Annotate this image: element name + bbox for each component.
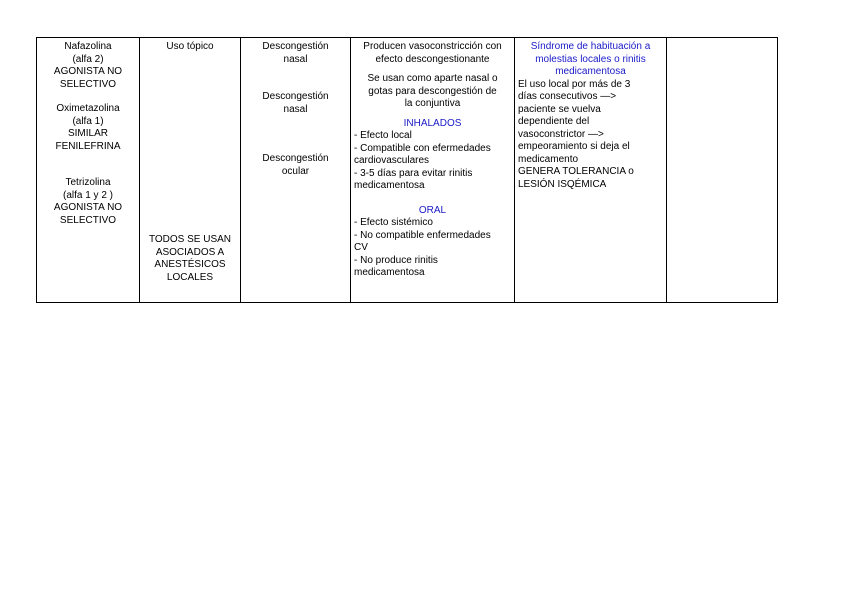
drug-names-cell xyxy=(37,38,140,303)
indication-cell xyxy=(241,38,351,303)
drug-tetrizolina: Tetrizolina (alfa 1 y 2 ) AGONISTA NO SELECTIVO xyxy=(53,177,123,226)
anesthetic-note: TODOS SE USAN ASOCIADOS A ANESTÉSICOS LOCALES xyxy=(148,234,232,283)
table-row xyxy=(37,38,778,303)
mechanism-cell xyxy=(351,38,515,303)
indication-oximetazolina: Descongestión nasal xyxy=(262,91,329,115)
oral-details: - Efecto sistémico - No compatible enfermedades CV - No produce rinitis medicamentosa xyxy=(354,217,491,278)
drug-oximetazolina: Oximetazolina (alfa 1) SIMILAR FENILEFRINA xyxy=(55,103,121,152)
adverse-effects-cell xyxy=(515,38,667,303)
drug-nafazolina: Nafazolina (alfa 2) AGONISTA NO SELECTIVO xyxy=(53,41,123,90)
adverse-effects-text: El uso local por más de 3 días consecutivos —> paciente se vuelva dependiente del vasoconstrictor —> empeoramiento si deja el medicamento GENERA TOLERANCIA o LESIÓN ISQÉMICA xyxy=(518,78,634,190)
mechanism-intro: Producen vasoconstricción con efecto descongestionante xyxy=(363,41,502,65)
inhaled-heading: INHALADOS xyxy=(403,117,462,129)
oral-heading: ORAL xyxy=(418,204,447,216)
drug-table xyxy=(36,37,778,303)
adverse-effects-title: Síndrome de habituación a molestias locales o rinitis medicamentosa xyxy=(530,41,651,77)
indication-nafazolina: Descongestión nasal xyxy=(262,41,329,65)
empty-cell xyxy=(667,38,778,303)
inhaled-details: - Efecto local - Compatible con efermedades cardiovasculares - 3-5 días para evitar rinitis medicamentosa xyxy=(354,130,491,191)
route-cell xyxy=(140,38,241,303)
mechanism-usage: Se usan como aparte nasal o gotas para descongestión de la conjuntiva xyxy=(367,73,498,109)
route-label: Uso tópico xyxy=(166,41,214,52)
indication-tetrizolina: Descongestión ocular xyxy=(262,153,329,177)
